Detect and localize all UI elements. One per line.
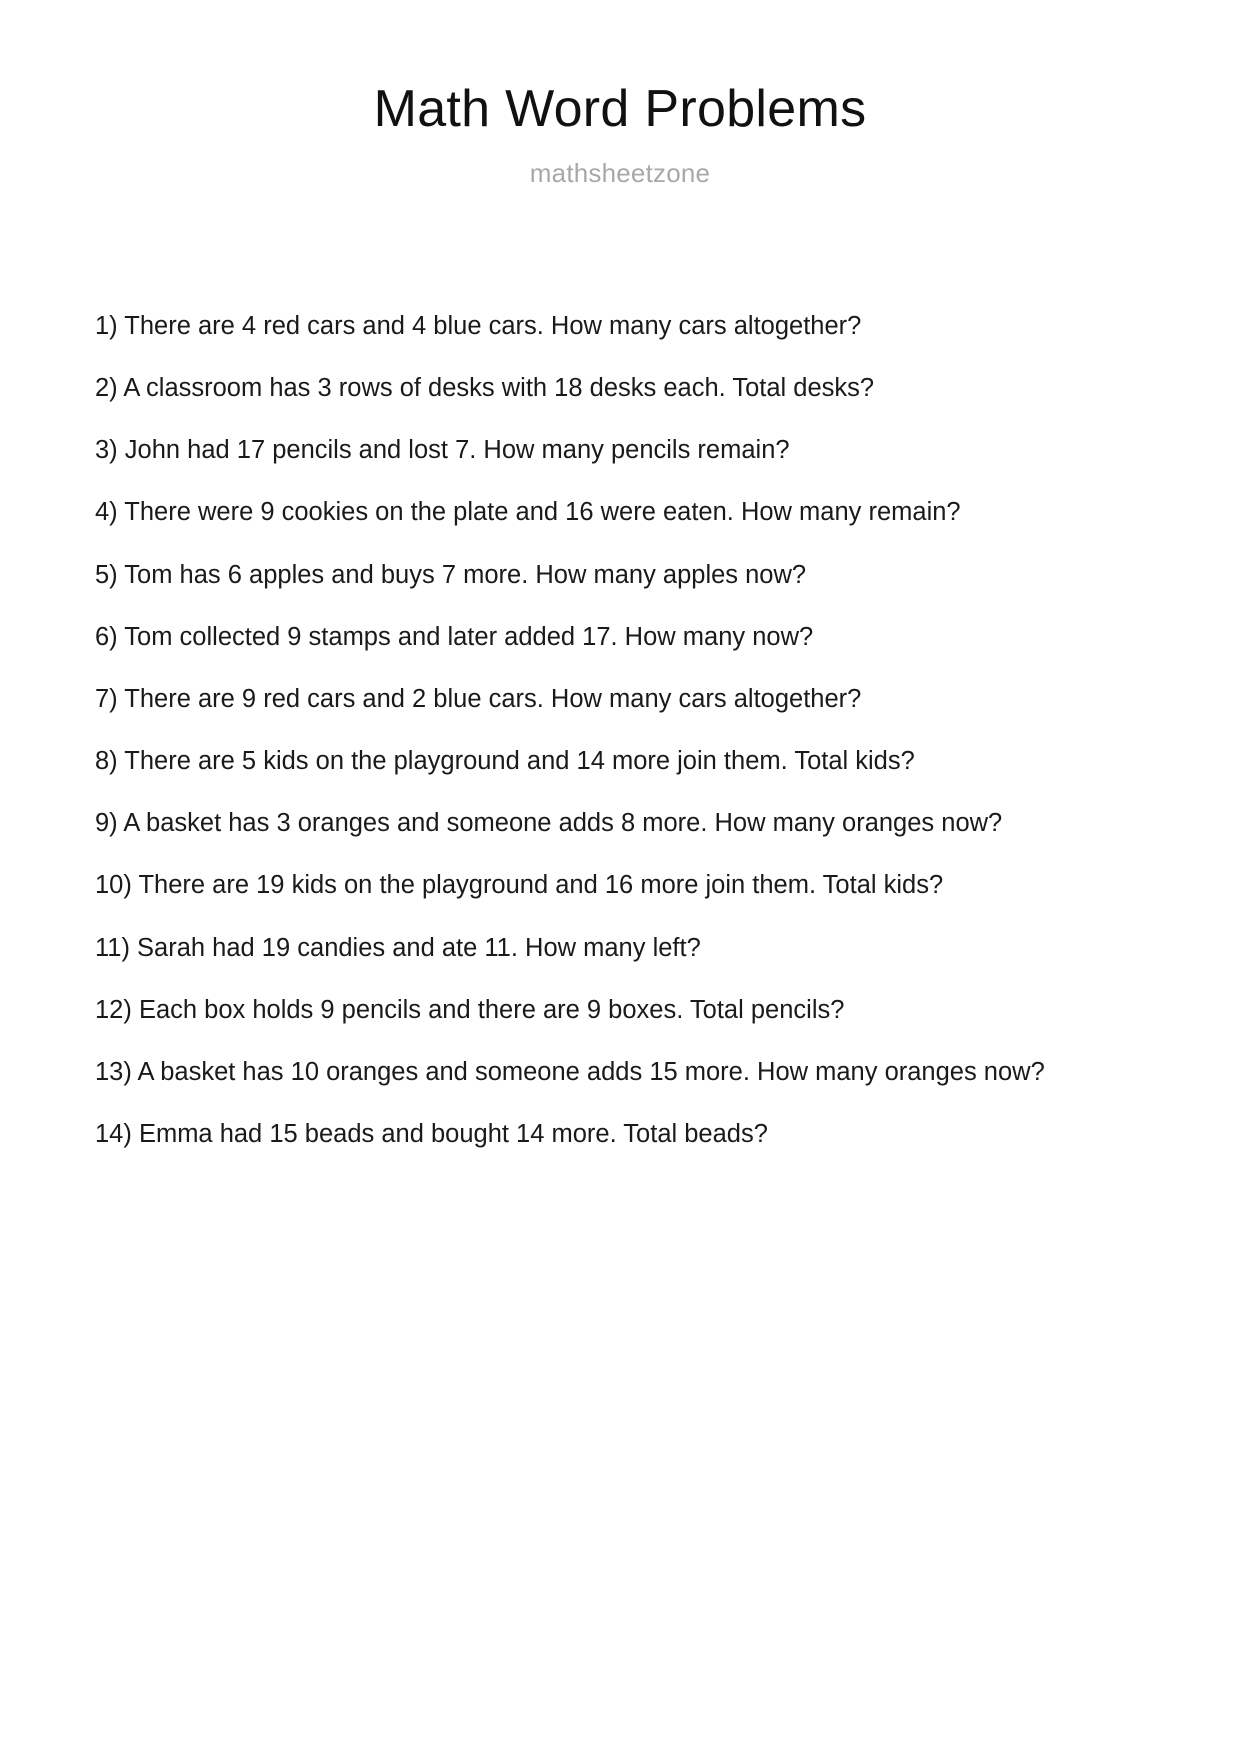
list-item: 4) There were 9 cookies on the plate and 16 were eaten. How many remain? [95,498,961,527]
list-item: 13) A basket has 10 oranges and someone adds 15 more. How many oranges now? [95,1058,1045,1087]
list-item: 8) There are 5 kids on the playground and 14 more join them. Total kids? [95,747,915,776]
list-item: 2) A classroom has 3 rows of desks with 18 desks each. Total desks? [95,373,875,402]
list-item: 3) John had 17 pencils and lost 7. How many pencils remain? [95,436,790,465]
list-item: 10) There are 19 kids on the playground and 16 more join them. Total kids? [95,871,944,900]
list-item: 5) Tom has 6 apples and buys 7 more. How many apples now? [95,560,807,589]
list-item: 14) Emma had 15 beads and bought 14 more. Total beads? [95,1120,768,1149]
list-item: 11) Sarah had 19 candies and ate 11. How many left? [95,933,701,962]
list-item: 6) Tom collected 9 stamps and later added 17. How many now? [95,622,814,651]
worksheet-header [0,0,1240,189]
list-item: 7) There are 9 red cars and 2 blue cars. How many cars altogether? [95,684,862,713]
list-item: 12) Each box holds 9 pencils and there are 9 boxes. Total pencils? [95,995,845,1024]
page-subtitle: mathsheetzone [529,157,711,188]
page-title: Math Word Problems [373,80,867,138]
list-item: 1) There are 4 red cars and 4 blue cars. How many cars altogether? [95,311,862,340]
problem-list [0,309,1240,1153]
list-item: 9) A basket has 3 oranges and someone adds 8 more. How many oranges now? [95,809,1003,838]
